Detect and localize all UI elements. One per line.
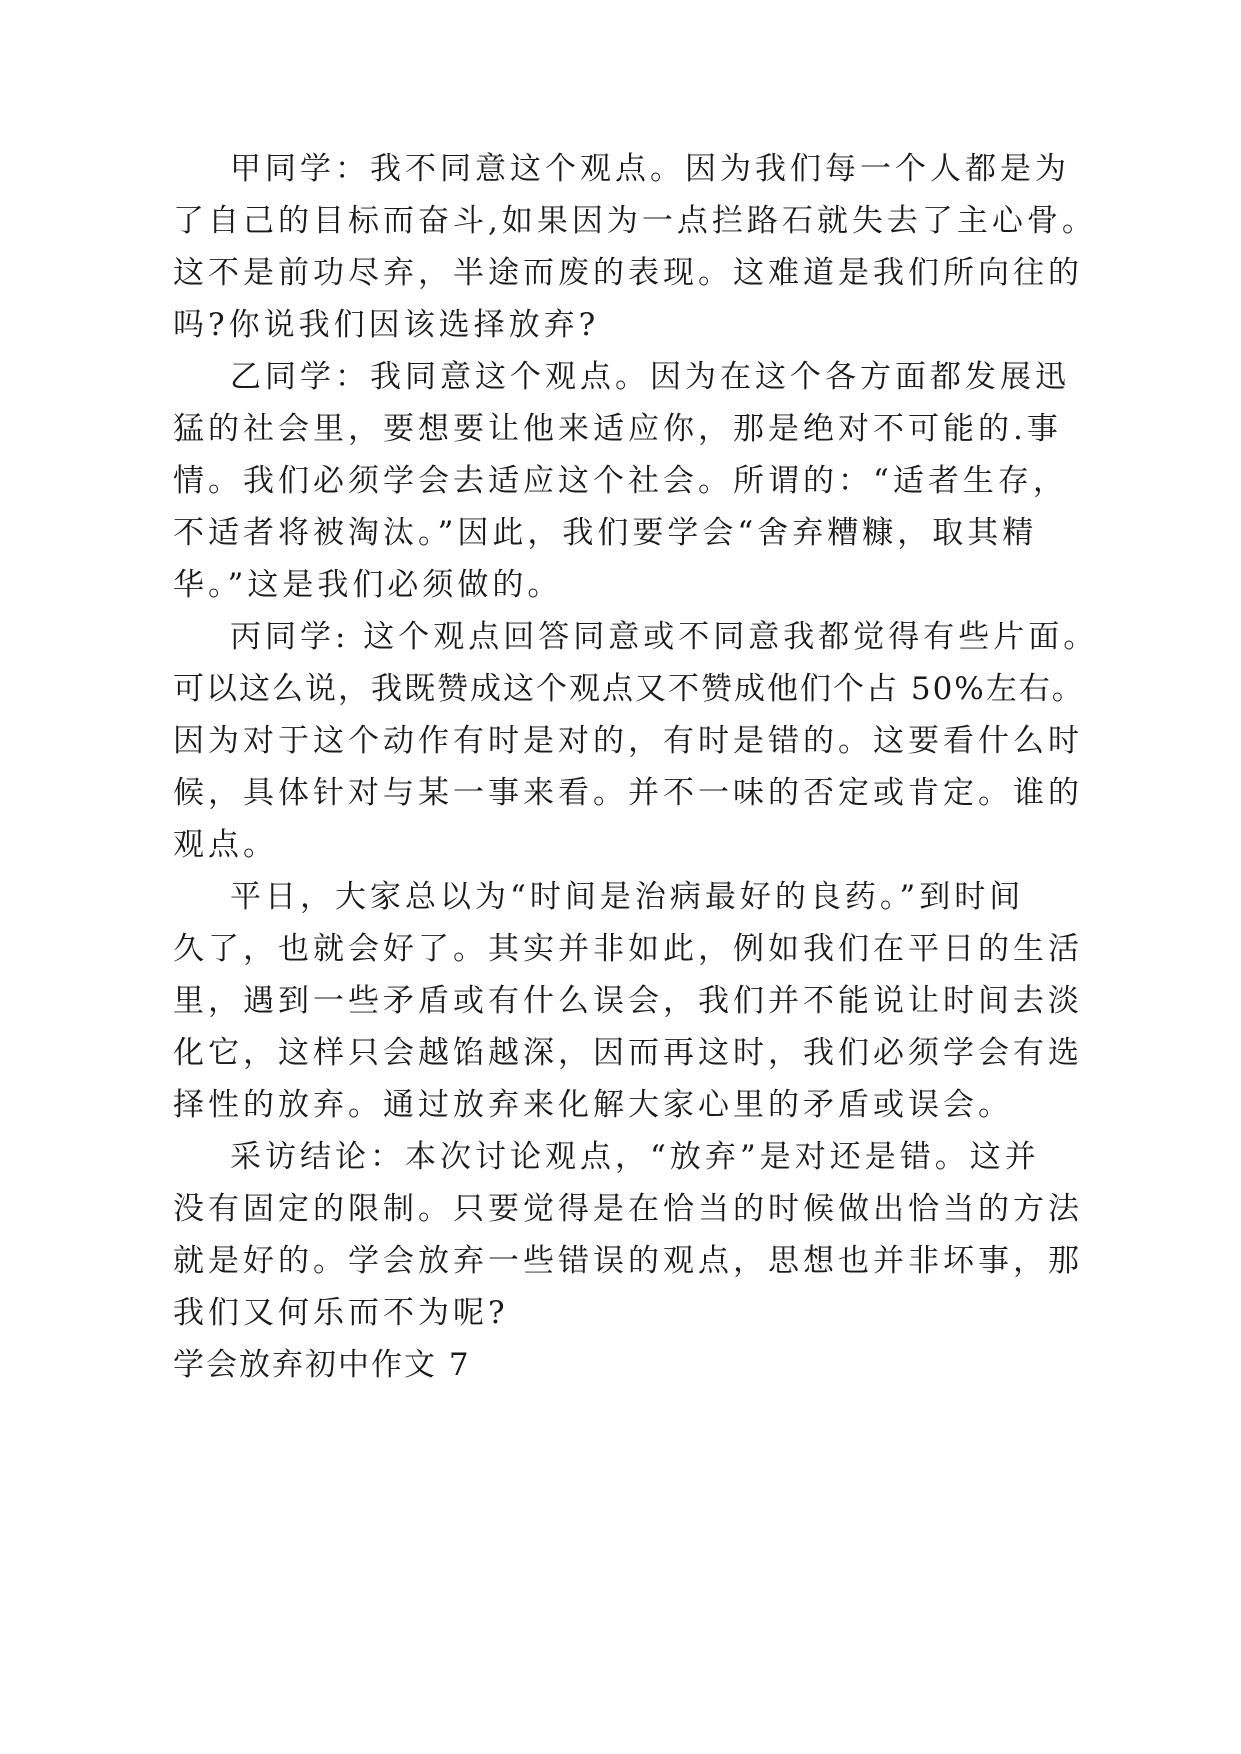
text-line: 平日，大家总以为“时间是治病最好的良药。”到时间 — [230, 879, 1025, 915]
essay-heading: 学会放弃初中作文 7 — [173, 1347, 471, 1383]
text-line: 化它，这样只会越馅越深，因而再这时，我们必须学会有选 — [173, 1035, 1083, 1071]
text-line: 丙同学: 这个观点回答同意或不同意我都觉得有些片面。 — [230, 619, 1099, 655]
text-line: 猛的社会里，要想要让他来适应你，那是绝对不可能的.事 — [173, 411, 1062, 447]
text-line: 候，具体针对与某一事来看。并不一味的否定或肯定。谁的 — [173, 775, 1083, 811]
text-line: 可以这么说，我既赞成这个观点又不赞成他们个占 50%左右。 — [173, 671, 1085, 707]
text-line: 采访结论：本次讨论观点，“放弃”是对还是错。这并 — [230, 1139, 1040, 1175]
text-line: 我们又何乐而不为呢? — [173, 1295, 509, 1331]
text-line: 情。我们必须学会去适应这个社会。所谓的：“适者生存， — [173, 463, 1068, 499]
text-line: 这不是前功尽弃，半途而废的表现。这难道是我们所向往的 — [173, 255, 1083, 291]
text-line: 没有固定的限制。只要觉得是在恰当的时候做出恰当的方法 — [173, 1191, 1083, 1227]
text-line: 因为对于这个动作有时是对的，有时是错的。这要看什么时 — [173, 723, 1083, 759]
text-line: 甲同学：我不同意这个观点。因为我们每一个人都是为 — [230, 151, 1070, 187]
text-line: 不适者将被淘汰。”因此，我们要学会“舍弃糟糠，取其精 — [173, 515, 1038, 551]
text-line: 乙同学：我同意这个观点。因为在这个各方面都发展迅 — [230, 359, 1070, 395]
text-line: 了自己的目标而奋斗,如果因为一点拦路石就失去了主心骨。 — [173, 203, 1097, 239]
text-line: 华。”这是我们必须做的。 — [173, 567, 563, 603]
text-line: 择性的放弃。通过放弃来化解大家心里的矛盾或误会。 — [173, 1087, 1013, 1123]
text-line: 吗?你说我们因该选择放弃? — [173, 307, 600, 343]
text-line: 观点。 — [173, 827, 278, 863]
text-line: 里，遇到一些矛盾或有什么误会，我们并不能说让时间去淡 — [173, 983, 1083, 1019]
text-line: 就是好的。学会放弃一些错误的观点，思想也并非坏事，那 — [173, 1243, 1083, 1279]
text-line: 久了，也就会好了。其实并非如此，例如我们在平日的生活 — [173, 931, 1083, 967]
